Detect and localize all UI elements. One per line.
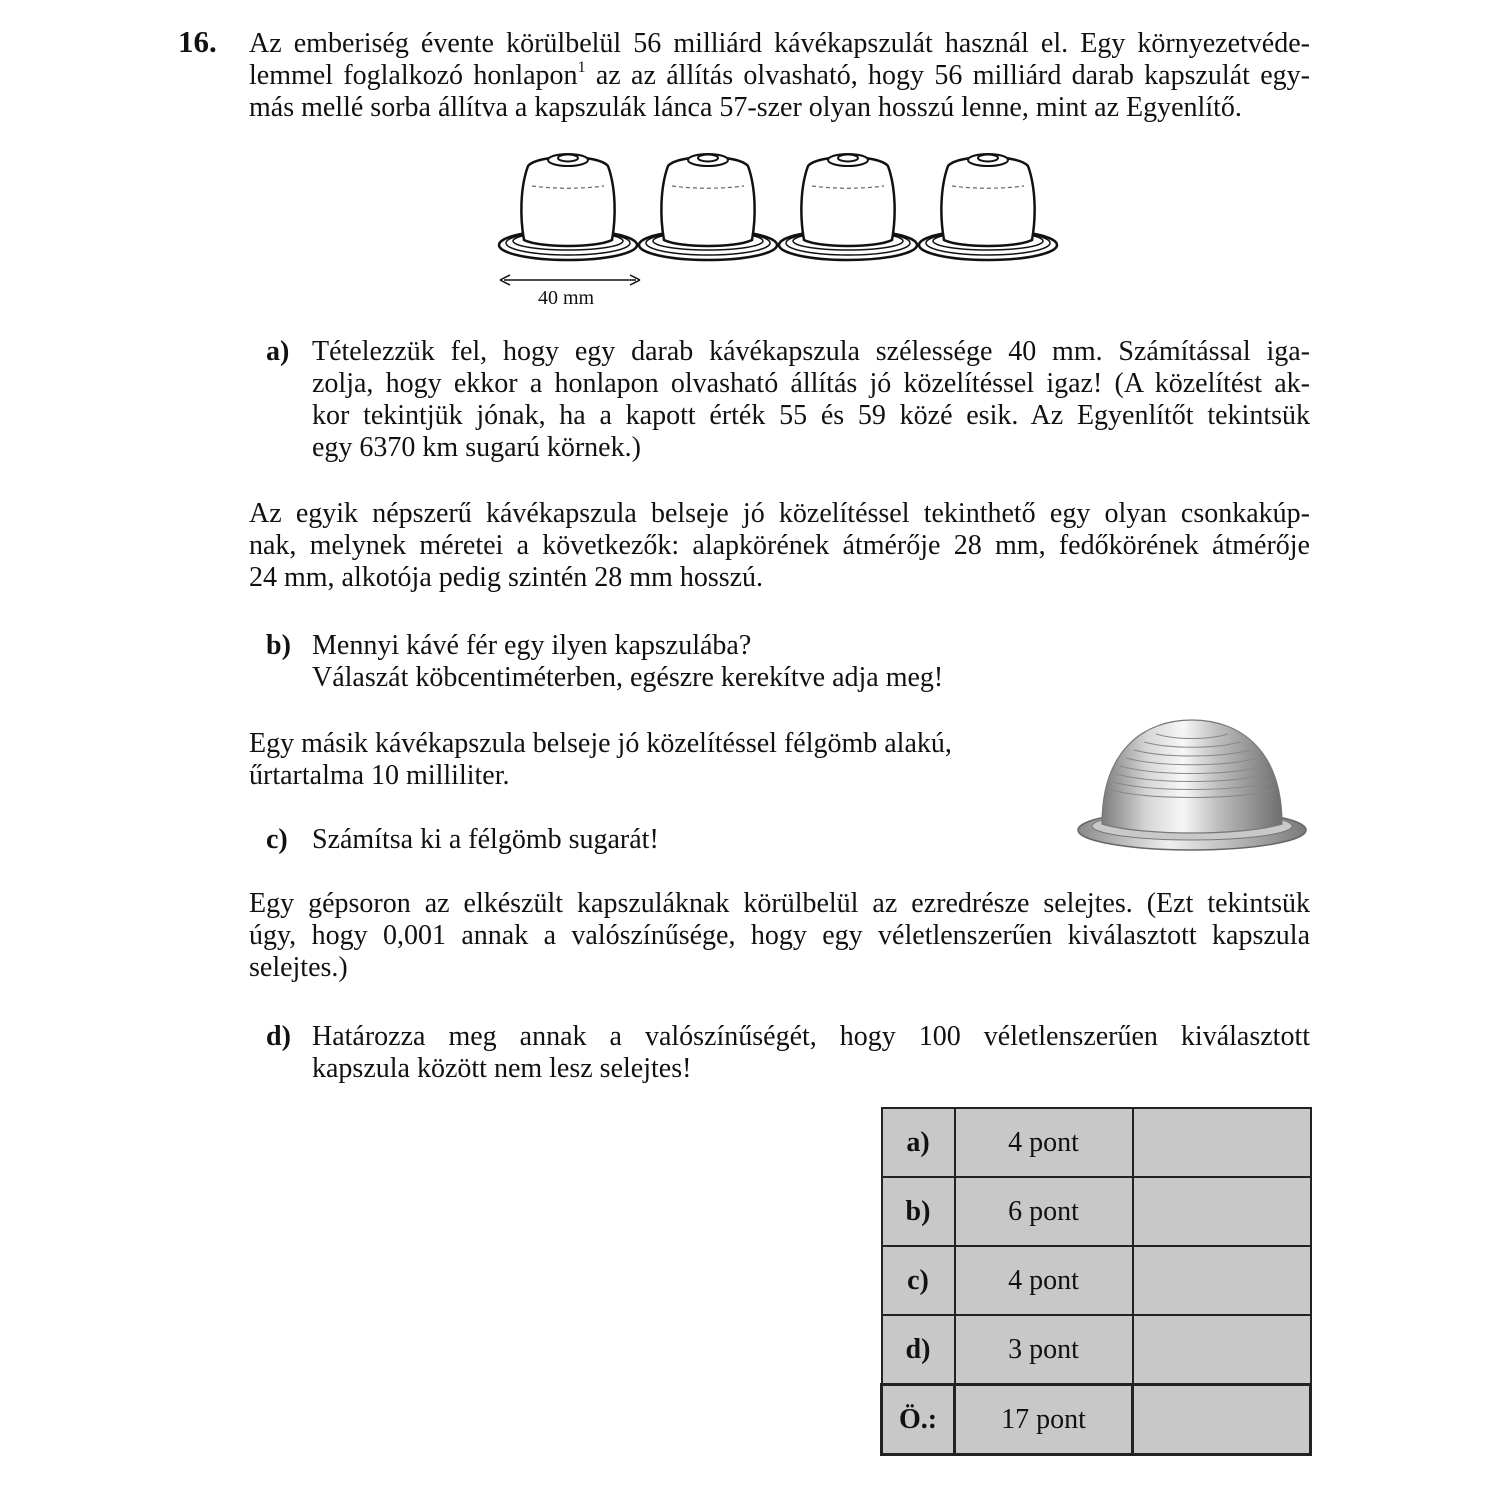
intro-line-2 <box>249 60 1310 92</box>
capsule-icon <box>919 154 1057 260</box>
part-a-line: Tételezzük fel, hogy egy darab kávékapszula szélessége 40 mm. Számítással iga- <box>312 336 1310 367</box>
hemisphere-line: Egy másik kávékapszula belseje jó közelítéssel félgömb alakú, <box>249 728 952 759</box>
score-total-earned[interactable] <box>1133 1385 1311 1455</box>
part-b-line: Mennyi kávé fér egy ilyen kapszulába? <box>312 630 752 661</box>
part-b-text <box>312 630 1310 694</box>
part-d-line: kapszula között nem lesz selejtes! <box>312 1053 692 1084</box>
part-a-text <box>312 336 1310 464</box>
part-d-line: Határozza meg annak a valószínűségét, hogy 100 véletlenszerűen kiválasztott <box>312 1021 1310 1052</box>
part-b-label: b) <box>266 630 291 661</box>
score-part-cell: d) <box>882 1315 955 1385</box>
intro-line-3: más mellé sorba állítva a kapszulák lánca 57-szer olyan hosszú lenne, mint az Egyenlítő. <box>249 92 1242 123</box>
part-a-line: zolja, hogy ekkor a honlapon olvasható állítás jó közelítéssel igaz! (A közelítést ak- <box>312 368 1310 399</box>
score-points-cell: 6 pont <box>955 1177 1133 1246</box>
intro-line-1: Az emberiség évente körülbelül 56 milliárd kávékapszulát használ el. Egy környezetvéde- <box>249 28 1310 59</box>
part-c-label: c) <box>266 824 288 855</box>
frustum-line: 24 mm, alkotója pedig szintén 28 mm hosszú. <box>249 562 764 593</box>
score-earned-cell[interactable] <box>1133 1315 1311 1385</box>
part-c-text: Számítsa ki a félgömb sugarát! <box>312 824 659 855</box>
part-d-text <box>312 1021 1310 1085</box>
part-a-label: a) <box>266 336 290 367</box>
defect-line: Egy gépsoron az elkészült kapszuláknak körülbelül az ezredrésze selejtes. (Ezt tekintsük <box>249 888 1310 919</box>
frustum-paragraph <box>249 498 1310 594</box>
score-total-label: Ö.: <box>882 1385 955 1455</box>
hemisphere-paragraph <box>249 728 1009 792</box>
table-row <box>882 1315 1311 1385</box>
intro-line-2a: lemmel foglalkozó honlapon <box>249 60 578 91</box>
score-table <box>880 1107 1312 1456</box>
score-part-cell: c) <box>882 1246 955 1315</box>
intro-line-2b: az az állítás olvasható, hogy 56 milliárd darab kapszulát egy- <box>585 60 1310 91</box>
part-a-line: kor tekintjük jónak, ha a kapott érték 55 és 59 közé esik. Az Egyenlítőt tekintsük <box>312 400 1310 431</box>
defect-line: úgy, hogy 0,001 annak a valószínűsége, hogy egy véletlenszerűen kiválasztott kapszula <box>249 920 1310 951</box>
part-d-label: d) <box>266 1021 291 1052</box>
hemisphere-capsule-icon <box>1072 712 1312 862</box>
capsule-icon <box>779 154 917 260</box>
capsule-icon <box>639 154 777 260</box>
table-row <box>882 1177 1311 1246</box>
table-row-total <box>882 1385 1311 1455</box>
problem-number: 16. <box>178 24 217 59</box>
hemisphere-line: űrtartalma 10 milliliter. <box>249 760 510 791</box>
dimension-arrow-icon <box>500 275 640 285</box>
score-part-cell: a) <box>882 1108 955 1177</box>
score-earned-cell[interactable] <box>1133 1246 1311 1315</box>
intro-paragraph <box>249 28 1310 124</box>
frustum-line: nak, melynek méretei a következők: alapkörének átmérője 28 mm, fedőkörének átmérője <box>249 530 1310 561</box>
frustum-line: Az egyik népszerű kávékapszula belseje jó közelítéssel tekinthető egy olyan csonkakúp- <box>249 498 1310 529</box>
defect-paragraph <box>249 888 1310 984</box>
part-a-line: egy 6370 km sugarú körnek.) <box>312 432 641 463</box>
score-part-cell: b) <box>882 1177 955 1246</box>
score-total-points: 17 pont <box>955 1385 1133 1455</box>
table-row <box>882 1246 1311 1315</box>
defect-line: selejtes.) <box>249 952 348 983</box>
score-earned-cell[interactable] <box>1133 1108 1311 1177</box>
part-b-line: Válaszát köbcentiméterben, egészre kerekítve adja meg! <box>312 662 944 693</box>
score-points-cell: 4 pont <box>955 1108 1133 1177</box>
score-points-cell: 4 pont <box>955 1246 1133 1315</box>
capsule-icon <box>499 154 637 260</box>
dimension-label: 40 mm <box>538 287 595 309</box>
table-row <box>882 1108 1311 1177</box>
score-points-cell: 3 pont <box>955 1315 1133 1385</box>
footnote-mark: 1 <box>577 59 586 76</box>
score-earned-cell[interactable] <box>1133 1177 1311 1246</box>
